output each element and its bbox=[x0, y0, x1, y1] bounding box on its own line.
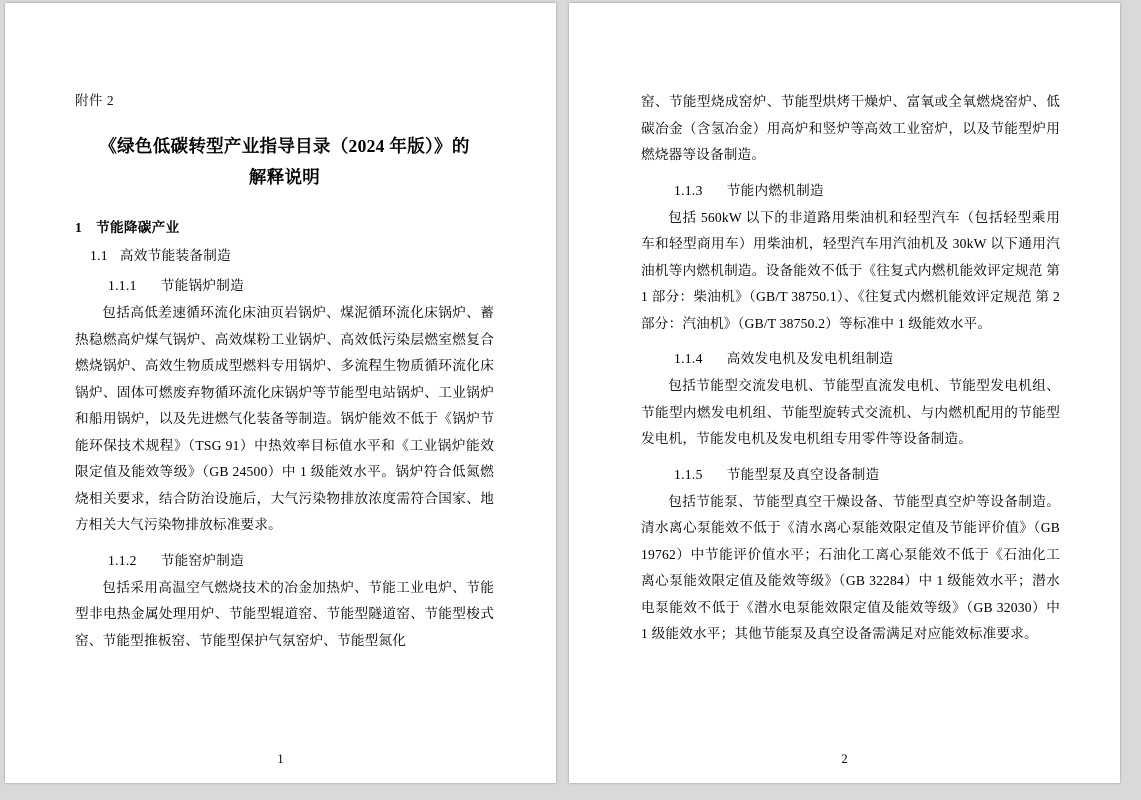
heading-level-3 bbox=[674, 179, 1060, 199]
heading-level-2-number: 1.1 bbox=[90, 248, 108, 264]
page-1-content bbox=[75, 89, 494, 737]
attachment-label: 附件 2 bbox=[75, 93, 115, 108]
body-paragraph: 包括节能型交流发电机、节能型直流发电机、节能型发电机组、节能型内燃发电机组、节能型旋转式交流机、与内燃机配用的节能型发电机，节能发电机及发电机组专用零件等设备制造。 bbox=[641, 378, 1060, 446]
heading-level-3-number: 1.1.5 bbox=[674, 466, 703, 482]
body-paragraph: 包括采用高温空气燃烧技术的冶金加热炉、节能工业电炉、节能型非电热金属处理用炉、节能型辊道窑、节能型隧道窑、节能型梭式窑、节能型推板窑、节能型保护气氛窑炉、节能型氮化 bbox=[75, 579, 494, 648]
page-number: 1 bbox=[277, 752, 284, 766]
body-paragraph-continued: 窑、节能型烧成窑炉、节能型烘烤干燥炉、富氧或全氧燃烧窑炉、低碳冶金（含氢冶金）用高炉和竖炉等高效工业窑炉，以及节能型炉用燃烧器等设备制造。 bbox=[641, 94, 1060, 162]
page-2-content bbox=[641, 89, 1060, 737]
body-paragraph: 包括节能泵、节能型真空干燥设备、节能型真空炉等设备制造。清水离心泵能效不低于《清水离心泵能效限定值及节能评价值》（GB 19762）中节能评价值水平；石油化工离心泵能效不低于《石油化工离心泵能效限定值及能效等级》（GB 32284）中 1 级能效水平；潜水电泵能效不低于《潜水电泵能效限定值及能效等级》（GB 32030）中 1 级能效水平；其他节能泵及真空设备需满足对应能效标准要求。 bbox=[641, 493, 1060, 641]
heading-level-2-text: 高效节能装备制造 bbox=[119, 248, 232, 264]
heading-level-3-text: 高效发电机及发电机组制造 bbox=[726, 351, 894, 366]
page-title-line-2: 解释说明 bbox=[248, 166, 321, 187]
page-number: 2 bbox=[841, 752, 848, 766]
heading-level-3 bbox=[108, 274, 494, 294]
document-page-2 bbox=[569, 3, 1120, 783]
page-title-line-1: 《绿色低碳转型产业指导目录（2024 年版）》的 bbox=[99, 136, 470, 156]
heading-level-1-number: 1 bbox=[75, 220, 83, 236]
heading-level-3-number: 1.1.3 bbox=[674, 182, 703, 198]
body-paragraph: 包括高低差速循环流化床油页岩锅炉、煤泥循环流化床锅炉、蓄热稳燃高炉煤气锅炉、高效煤粉工业锅炉、高效低污染层燃室燃复合燃烧锅炉、高效生物质成型燃料专用锅炉、多流程生物质循环流化床锅炉、固体可燃废弃物循环流化床锅炉等节能型电站锅炉、工业锅炉和船用锅炉，以及先进燃气化装备等制造。锅炉能效不低于《锅炉节能环保技术规程》（TSG 91）中热效率目标值水平和《工业锅炉能效限定值及能效等级》（GB 24500）中 1 级能效水平。锅炉符合低氮燃烧相关要求，结合防治设施后，大气污染物排放浓度需符合国家、地方相关大气污染物排放标准要求。 bbox=[75, 305, 494, 533]
heading-level-3-text: 节能型泵及真空设备制造 bbox=[726, 466, 880, 482]
heading-level-3 bbox=[108, 549, 494, 569]
heading-level-1 bbox=[75, 216, 494, 236]
heading-level-3 bbox=[674, 347, 1060, 367]
heading-level-3-number: 1.1.1 bbox=[108, 278, 137, 294]
page-title bbox=[75, 131, 494, 192]
document-page-1 bbox=[5, 3, 556, 783]
heading-level-3 bbox=[674, 463, 1060, 483]
heading-level-3-number: 1.1.2 bbox=[108, 552, 137, 568]
heading-level-3-text: 节能窑炉制造 bbox=[160, 552, 245, 568]
body-paragraph: 包括 560kW 以下的非道路用柴油机和轻型汽车（包括轻型乘用车和轻型商用车）用柴油机，轻型汽车用汽油机及 30kW 以下通用汽油机等内燃机制造。设备能效不低于《往复式内燃机能效评定规范 第 1 部分：柴油机》（GB/T 38750.1）、《往复式内燃机能效评定规范 第 2 部分：汽油机》（GB/T 38750.2）等标准中 1 级能效水平。 bbox=[641, 209, 1060, 331]
heading-level-1-text: 节能降碳产业 bbox=[96, 220, 180, 236]
heading-level-3-text: 节能锅炉制造 bbox=[160, 278, 245, 294]
heading-level-2 bbox=[90, 244, 494, 264]
heading-level-3-text: 节能内燃机制造 bbox=[726, 182, 824, 198]
heading-level-3-number: 1.1.4 bbox=[674, 351, 703, 366]
